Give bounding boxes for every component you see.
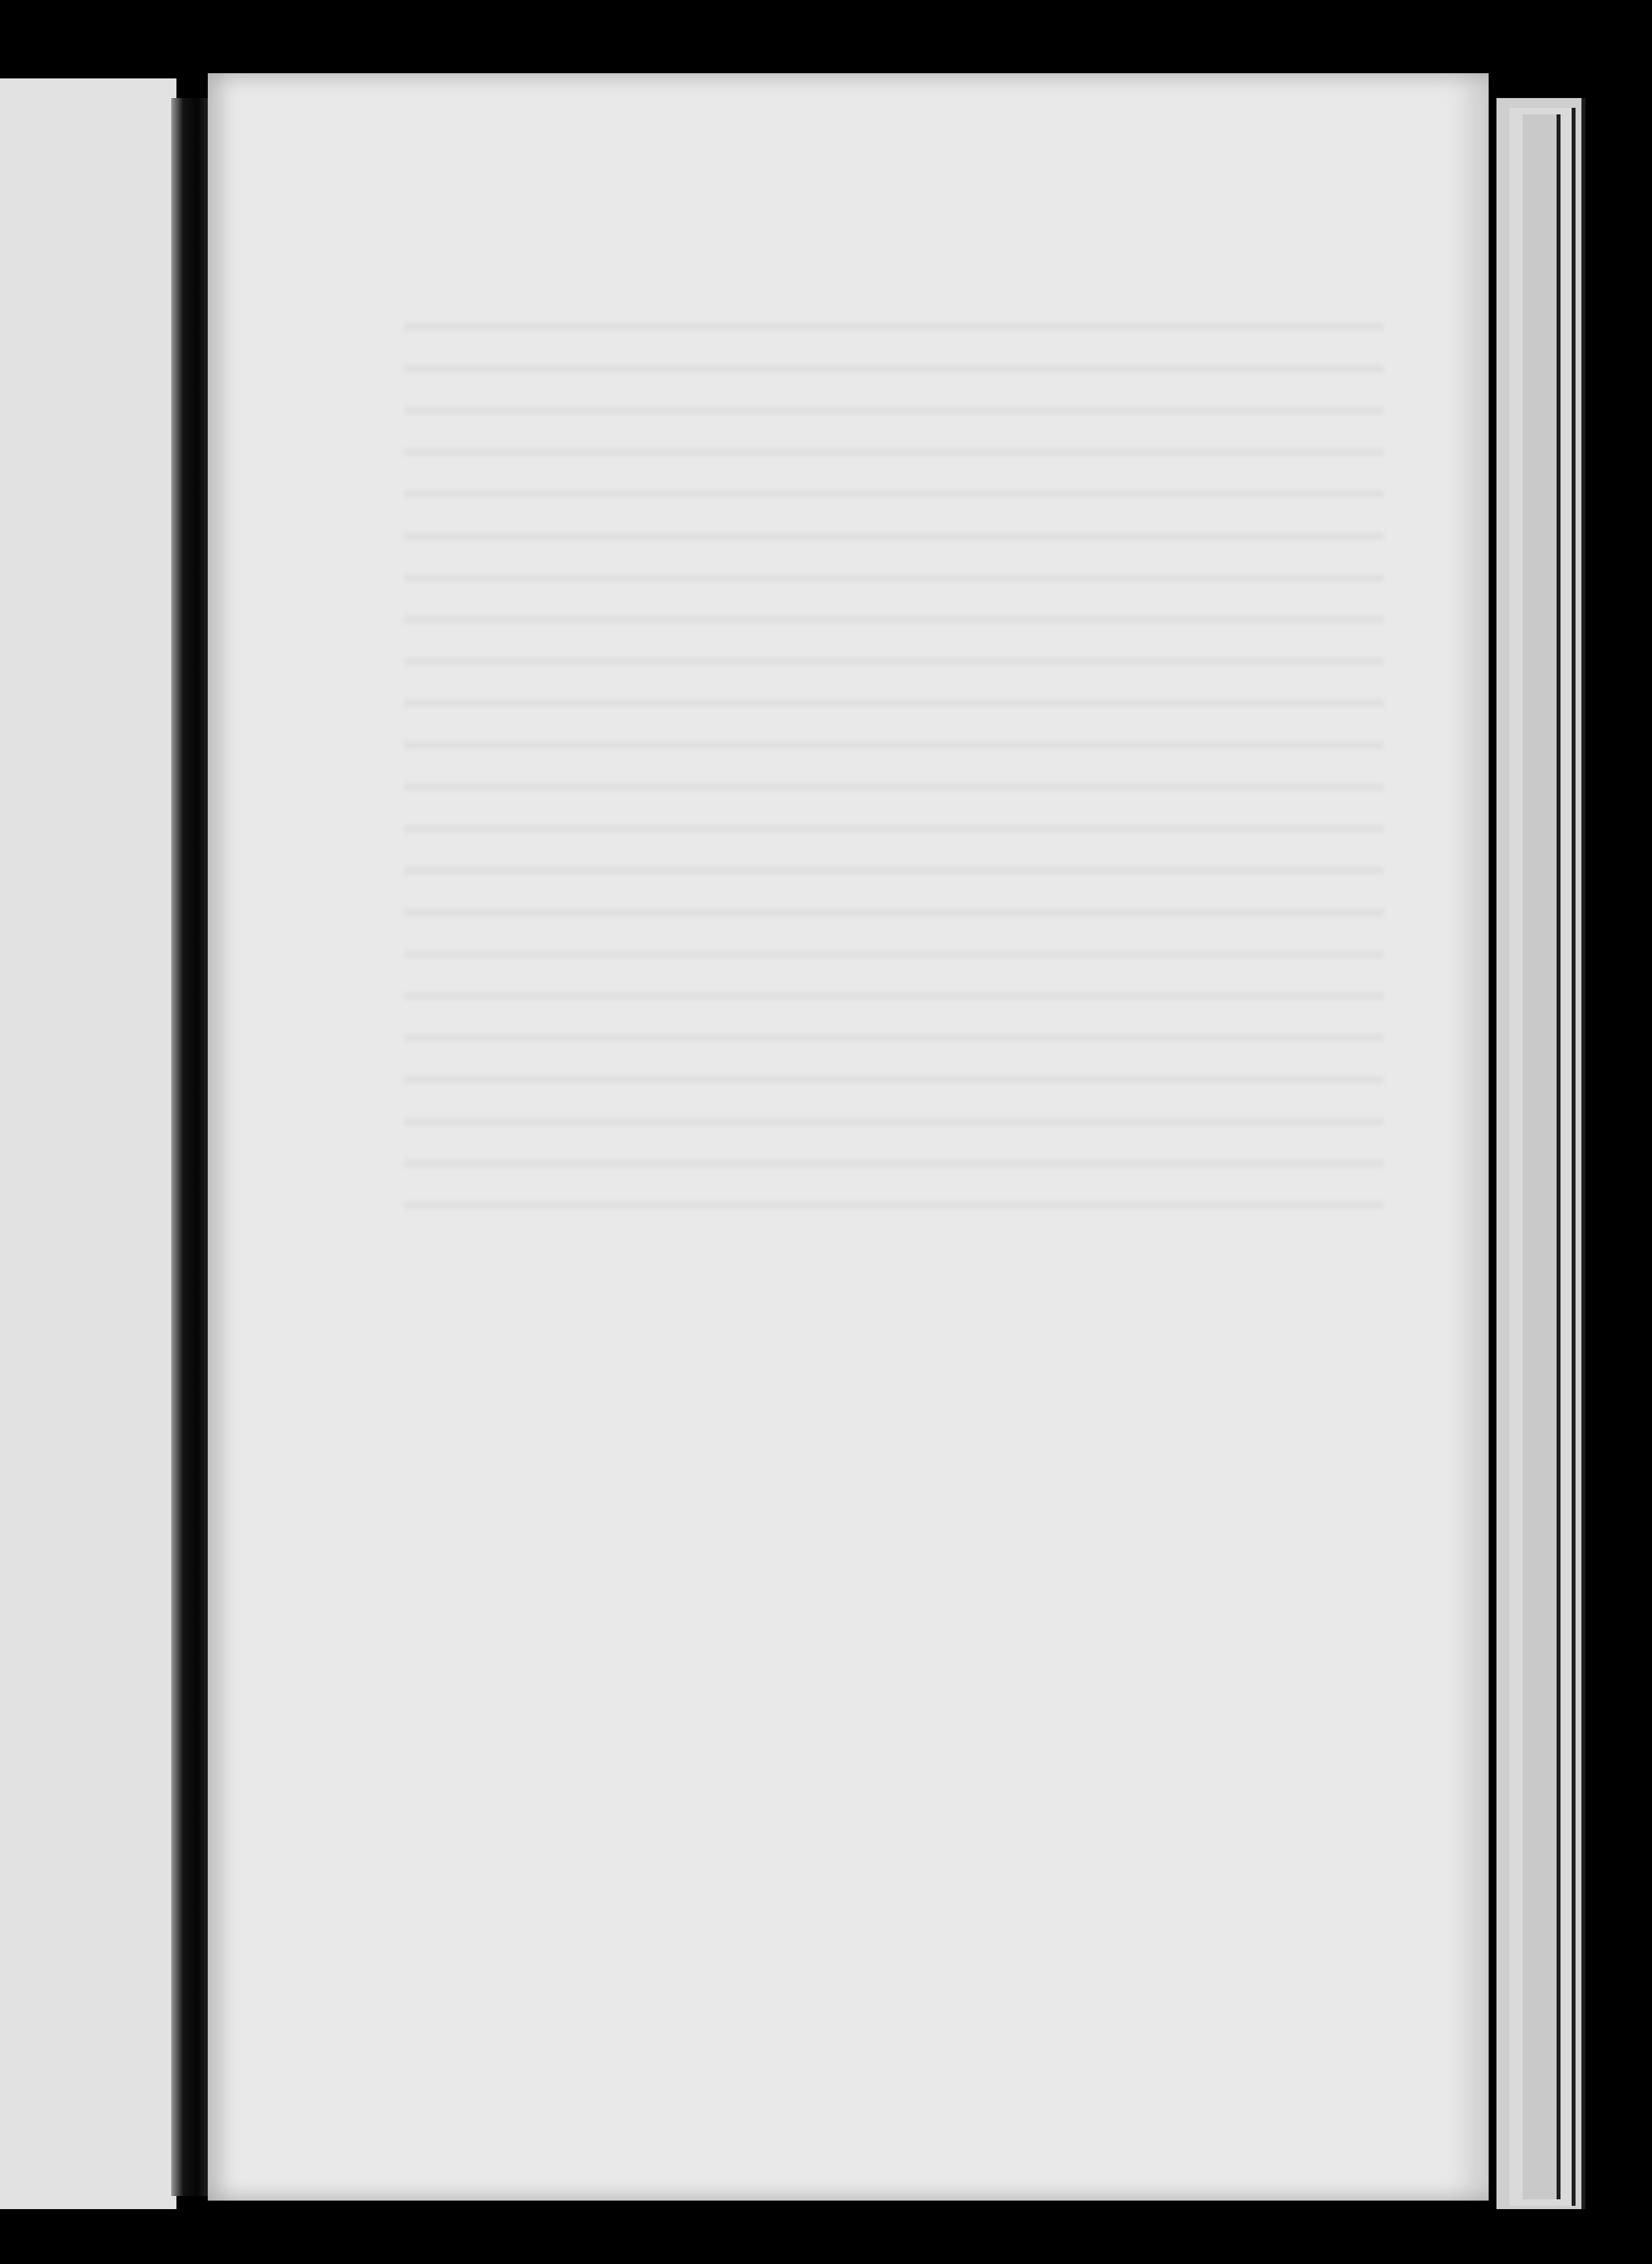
chapter-subtitle [205, 742, 1485, 754]
page-content [198, 67, 1499, 2207]
previous-page [0, 78, 176, 2209]
chapter-title [203, 667, 1484, 680]
book-page [208, 73, 1489, 2201]
page-edges [1523, 114, 1561, 2199]
